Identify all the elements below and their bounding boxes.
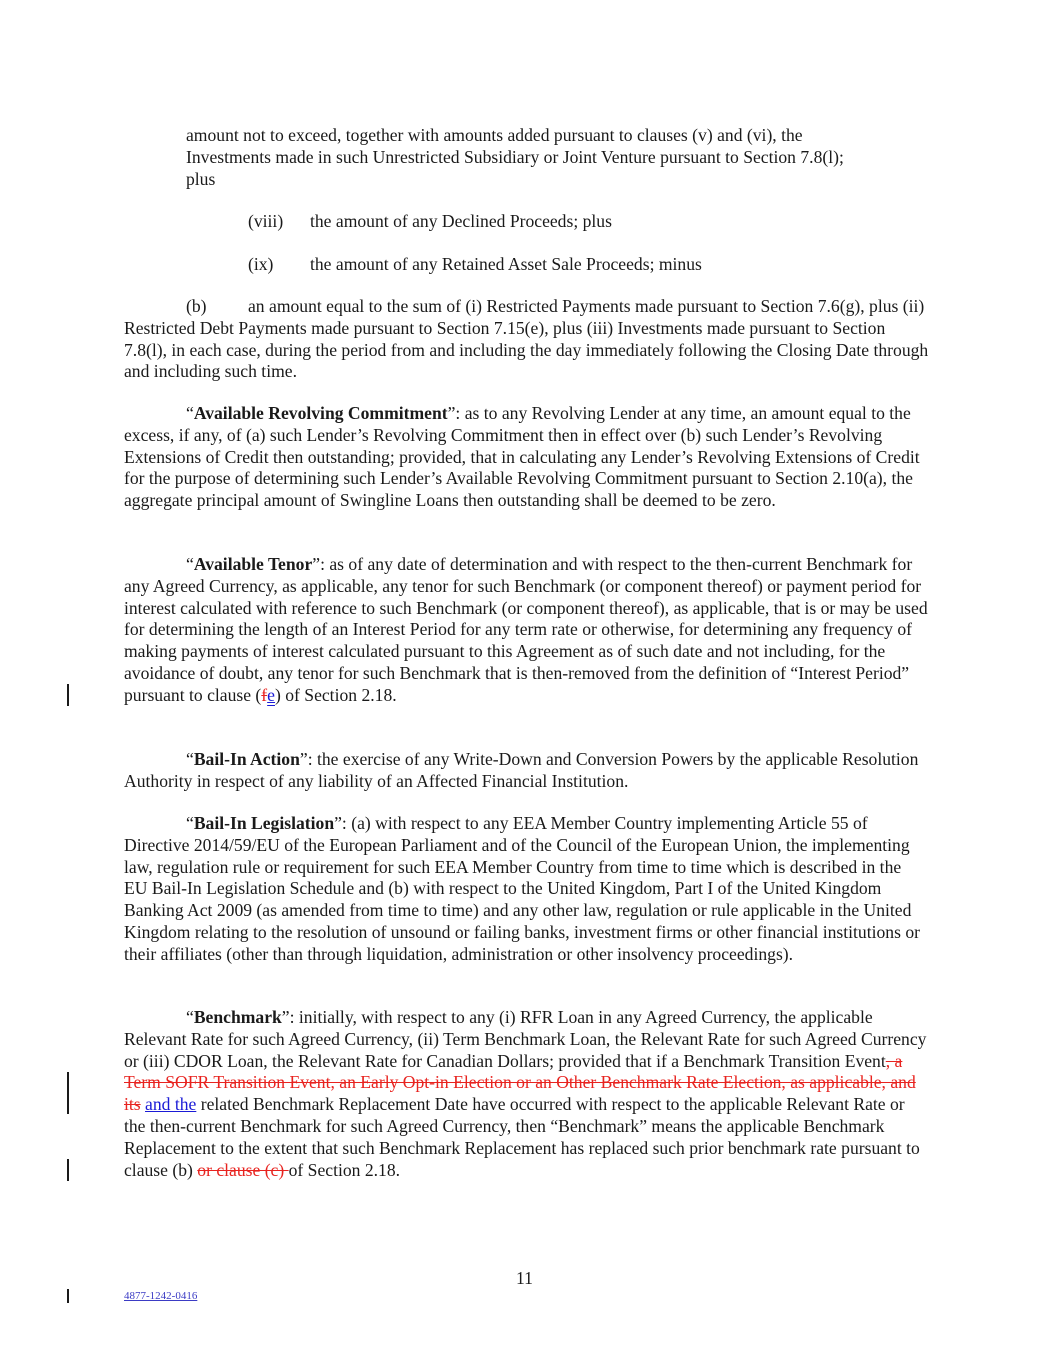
open-quote: “ — [186, 813, 194, 833]
change-bar — [67, 684, 69, 706]
document-id-link[interactable]: 4877-1242-0416 — [124, 1290, 198, 1302]
close-quote: ”: — [312, 554, 325, 574]
definition-bail-in-legislation — [124, 813, 929, 966]
inserted-text: e — [267, 684, 275, 705]
open-quote: “ — [186, 403, 194, 423]
definition-text: initially, with respect to any (i) RFR Loan in any Agreed Currency, the applicable Relevant Rate for such Agreed Currency, (ii) Term Benchmark Loan, the Relevant Rate for such Agreed Currency or (iii) CDOR Loan, the Relevant Rate for Canadian Dollars; provided that if a Benchmark Transition Event — [124, 1007, 927, 1071]
change-bar — [67, 1159, 69, 1181]
continuation-line-1: amount not to exceed, together with amounts added pursuant to clauses (v) and (vi), the — [186, 125, 803, 145]
open-quote: “ — [186, 1007, 194, 1027]
deleted-text: or clause (c) — [197, 1159, 289, 1180]
definition-text: as of any date of determination and with respect to the then-current Benchmark for any Agreed Currency, as applicable, any tenor for such Benchmark (or component thereof) or payment period for interest calculated with reference to such Benchmark (or component thereof), as applicable, that is or may be used for determining the length of an Interest Period for any term rate or otherwise, for determining any frequency of making payments of interest calculated pursuant to this Agreement as of such date and not including, for the avoidance of doubt, any tenor for such Benchmark that is then-removed from the definition of “Interest Period” pursuant to clause ( — [124, 554, 928, 705]
defined-term: Bail-In Legislation — [193, 813, 335, 833]
clause-b-number: (b) — [186, 296, 207, 316]
definition-text: (a) with respect to any EEA Member Country implementing Article 55 of Directive 2014/59/EU of the European Parliament and of the Council of the European Union, the implementing law, regulation rule or requirement for such EEA Member Country from time to time which is described in the EU Bail-In Legislation Schedule and (b) with respect to the United Kingdom, Part I of the United Kingdom Banking Act 2009 (as amended from time to time) and any other law, regulation or rule applicable in the United Kingdom relating to the resolution of unsound or failing banks, investment firms or other financial institutions or their affiliates (other than through liquidation, administration or other insolvency proceedings). — [124, 813, 920, 964]
continuation-line-2: Investments made in such Unrestricted Subsidiary or Joint Venture pursuant to Section 7.8(l); — [186, 146, 844, 167]
item-number: (ix) — [248, 254, 274, 274]
defined-term: Bail-In Action — [193, 749, 300, 769]
definition-text: the exercise of any Write-Down and Conversion Powers by the applicable Resolution Authority in respect of any liability of an Affected Financial Institution. — [124, 749, 919, 791]
change-bar — [67, 1289, 69, 1303]
close-quote: ”: — [299, 749, 313, 769]
deleted-text: f — [261, 684, 268, 705]
item-number: (viii) — [248, 211, 284, 231]
definition-benchmark — [124, 1007, 929, 1181]
continuation-line-3: plus — [186, 168, 216, 189]
defined-term: Available Revolving Commitment — [193, 403, 448, 423]
defined-term: Available Tenor — [193, 554, 313, 574]
definition-tail: of Section 2.18. — [288, 1159, 401, 1180]
list-item-ix — [248, 254, 702, 276]
change-bar — [67, 1072, 69, 1114]
defined-term: Benchmark — [193, 1007, 282, 1027]
page-number: 11 — [516, 1268, 533, 1288]
close-quote: ”: — [334, 813, 347, 833]
open-quote: “ — [186, 749, 194, 769]
clause-b-paragraph — [124, 296, 929, 383]
definition-bail-in-action — [124, 749, 929, 793]
clause-b-text: an amount equal to the sum of (i) Restricted Payments made pursuant to Section 7.6(g), plus (ii) Restricted Debt Payments made pursuant to Section 7.15(e), plus (iii) Investments made pursuant to Section 7.8(l), in each case, during the period from and including the day immediately following the Closing Date through and including such time. — [124, 296, 929, 382]
definition-text-continued: related Benchmark Replacement Date have occurred with respect to the applicable Relevant Rate or the then-current Benchmark for such Agreed Currency, then “Benchmark” means the applicable Benchmark Replacement to the extent that such Benchmark Replacement has replaced such prior benchmark rate pursuant to clause (b) — [124, 1094, 920, 1180]
definition-tail: ) of Section 2.18. — [274, 684, 397, 705]
close-quote: ”: — [447, 403, 461, 423]
list-item-viii — [248, 211, 612, 233]
inserted-text: and the — [145, 1094, 197, 1115]
continuation-paragraph — [186, 125, 929, 190]
deleted-text: , a Term SOFR Transition Event, an Early Opt-in Election or an Other Benchmark Rate Election, as applicable, and its — [124, 1050, 916, 1115]
open-quote: “ — [186, 554, 194, 574]
close-quote: ”: — [281, 1007, 295, 1027]
item-text: the amount of any Retained Asset Sale Proceeds; minus — [310, 254, 702, 274]
item-text: the amount of any Declined Proceeds; plus — [310, 211, 612, 231]
definition-available-tenor — [124, 554, 929, 707]
definition-text: as to any Revolving Lender at any time, an amount equal to the excess, if any, of (a) such Lender’s Revolving Commitment then in effect over (b) such Lender’s Revolving Extensions of Credit then outstanding; provided, that in calculating any Lender’s Revolving Extensions of Credit for the purpose of determining such Lender’s Available Revolving Commitment pursuant to Section 2.10(a), the aggregate principal amount of Swingline Loans then outstanding shall be deemed to be zero. — [124, 403, 920, 511]
definition-available-revolving-commitment — [124, 403, 929, 512]
